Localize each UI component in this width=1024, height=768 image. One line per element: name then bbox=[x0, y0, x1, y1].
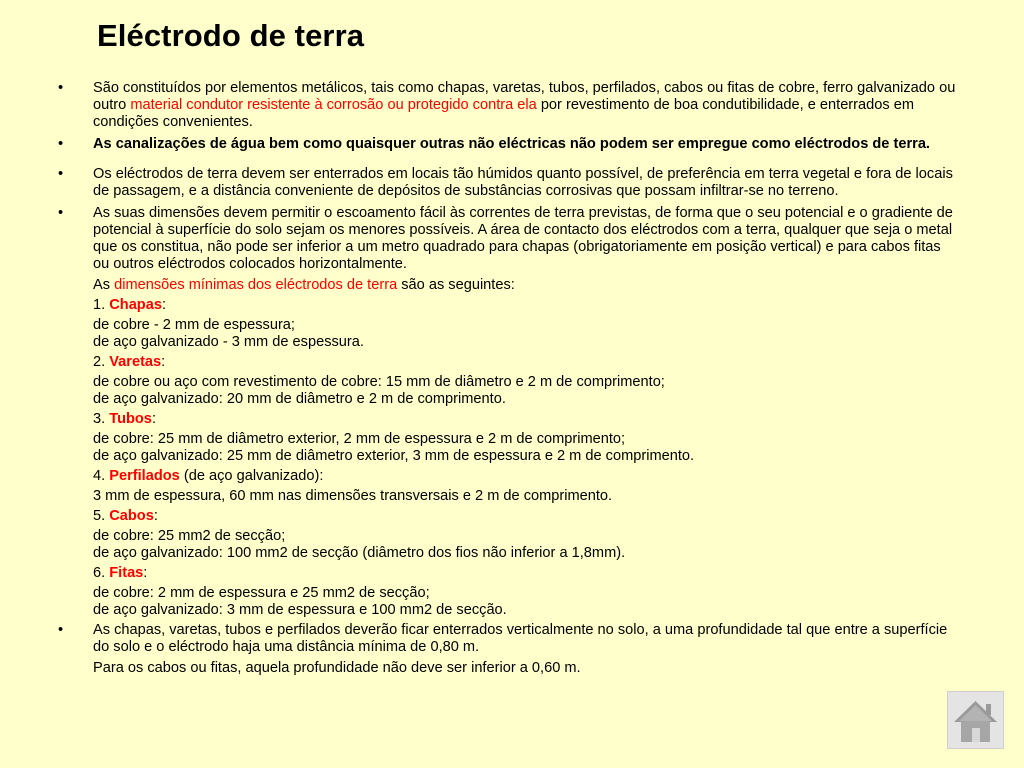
item-suffix: : bbox=[161, 297, 167, 313]
electrode-item-spec bbox=[58, 488, 958, 505]
spec-line: de cobre: 25 mm2 de secção; bbox=[93, 528, 286, 544]
page-title: Eléctrodo de terra bbox=[97, 18, 365, 53]
electrode-item-spec bbox=[58, 374, 958, 408]
electrode-item-spec bbox=[58, 528, 958, 562]
composition-highlight: material condutor resistente à corrosão ou protegido contra ela bbox=[130, 97, 537, 113]
composition-text: São constituídos por elementos metálicos, tais como chapas, varetas, tubos, perfilados, cabos ou fitas de cobre, ferro galvanizado ou outro bbox=[93, 80, 956, 113]
bullet-dot: • bbox=[58, 622, 64, 638]
item-suffix: (de aço galvanizado): bbox=[179, 468, 324, 484]
bullet-dot: • bbox=[58, 136, 64, 152]
item-number: 1. bbox=[93, 297, 110, 313]
paragraph-burial-location bbox=[58, 166, 958, 200]
spec-line: de cobre: 2 mm de espessura e 25 mm2 de secção; bbox=[93, 585, 430, 601]
item-suffix: : bbox=[161, 354, 166, 370]
item-suffix: : bbox=[143, 565, 148, 581]
electrode-dimensions-list bbox=[58, 297, 958, 619]
item-name: Varetas bbox=[109, 354, 162, 370]
dimensions-text: As suas dimensões devem permitir o escoamento fácil às correntes de terra previstas, de forma que o seu potencial e o gradiente de potencial à superfície do solo sejam os menores possíveis. A área de contacto dos eléctrodos com a terra, qualquer que seja o metal que os constitua, não pode ser inferior a um metro quadrado para chapas (obrigatoriamente em posição vertical) e para cabos fitas ou outros eléctrodos colocados horizontalmente. bbox=[93, 205, 953, 272]
spec-line: de aço galvanizado - 3 mm de espessura. bbox=[93, 334, 364, 350]
spec-line: de aço galvanizado: 100 mm2 de secção (diâmetro dos fios não inferior a 1,8mm). bbox=[93, 545, 626, 561]
electrode-item-heading bbox=[58, 565, 958, 582]
item-number: 3. bbox=[93, 411, 110, 427]
spec-line: de cobre - 2 mm de espessura; bbox=[93, 317, 295, 333]
spec-line: de aço galvanizado: 3 mm de espessura e 100 mm2 de secção. bbox=[93, 602, 507, 618]
depth-text: As chapas, varetas, tubos e perfilados deverão ficar enterrados verticalmente no solo, a uma profundidade tal que entre a superfície do solo e o eléctrodo haja uma distância mínima de 0,80 m. bbox=[93, 622, 948, 655]
home-button[interactable] bbox=[947, 691, 1004, 749]
slide-content bbox=[58, 80, 958, 680]
electrode-item-heading bbox=[58, 297, 958, 314]
item-name: Cabos bbox=[109, 508, 154, 524]
composition-text-end: por revestimento de boa condutibilidade, e enterrados em condições convenientes. bbox=[93, 97, 915, 130]
depth-cables-text: Para os cabos ou fitas, aquela profundidade não deve ser inferior a 0,60 m. bbox=[93, 660, 581, 676]
electrode-item-spec bbox=[58, 431, 958, 465]
dimensions-intro: As dimensões mínimas dos eléctrodos de terra são as seguintes: bbox=[93, 277, 515, 293]
burial-location-text: Os eléctrodos de terra devem ser enterrados em locais tão húmidos quanto possível, de preferência em terra vegetal e fora de locais de passagem, e a distância conveniente de depósitos de substâncias corrosivas que possam infiltrar-se no terreno. bbox=[93, 166, 953, 199]
bullet-dot: • bbox=[58, 166, 64, 182]
item-name: Fitas bbox=[109, 565, 144, 581]
item-number: 6. bbox=[93, 565, 110, 581]
electrode-item-heading bbox=[58, 411, 958, 428]
electrode-item-heading bbox=[58, 468, 958, 485]
item-number: 2. bbox=[93, 354, 110, 370]
item-number: 4. bbox=[93, 468, 110, 484]
house-icon bbox=[948, 692, 1003, 748]
spec-line: de aço galvanizado: 20 mm de diâmetro e 2 m de comprimento. bbox=[93, 391, 506, 407]
electrode-item-spec bbox=[58, 585, 958, 619]
item-suffix: : bbox=[153, 508, 158, 524]
bullet-dot: • bbox=[58, 205, 64, 221]
item-number: 5. bbox=[93, 508, 110, 524]
electrode-item-heading bbox=[58, 508, 958, 525]
dimensions-highlight: dimensões mínimas dos eléctrodos de terra bbox=[114, 277, 398, 293]
paragraph-dimensions bbox=[58, 205, 958, 273]
water-pipes-text: As canalizações de água bem como quaisquer outras não eléctricas não podem ser empregue como eléctrodos de terra. bbox=[93, 136, 930, 152]
paragraph-water-pipes bbox=[58, 136, 958, 153]
spec-line: de aço galvanizado: 25 mm de diâmetro exterior, 3 mm de espessura e 2 m de comprimento. bbox=[93, 448, 695, 464]
item-suffix: : bbox=[151, 411, 156, 427]
item-name: Chapas bbox=[109, 297, 162, 313]
electrode-item-spec bbox=[58, 317, 958, 351]
paragraph-depth bbox=[58, 622, 958, 656]
spec-line: de cobre: 25 mm de diâmetro exterior, 2 mm de espessura e 2 m de comprimento; bbox=[93, 431, 626, 447]
item-name: Tubos bbox=[109, 411, 152, 427]
spec-line: 3 mm de espessura, 60 mm nas dimensões transversais e 2 m de comprimento. bbox=[93, 488, 613, 504]
bullet-dot: • bbox=[58, 80, 64, 96]
spec-line: de cobre ou aço com revestimento de cobre: 15 mm de diâmetro e 2 m de comprimento; bbox=[93, 374, 665, 390]
item-name: Perfilados bbox=[109, 468, 180, 484]
paragraph-composition bbox=[58, 80, 958, 131]
electrode-item-heading bbox=[58, 354, 958, 371]
